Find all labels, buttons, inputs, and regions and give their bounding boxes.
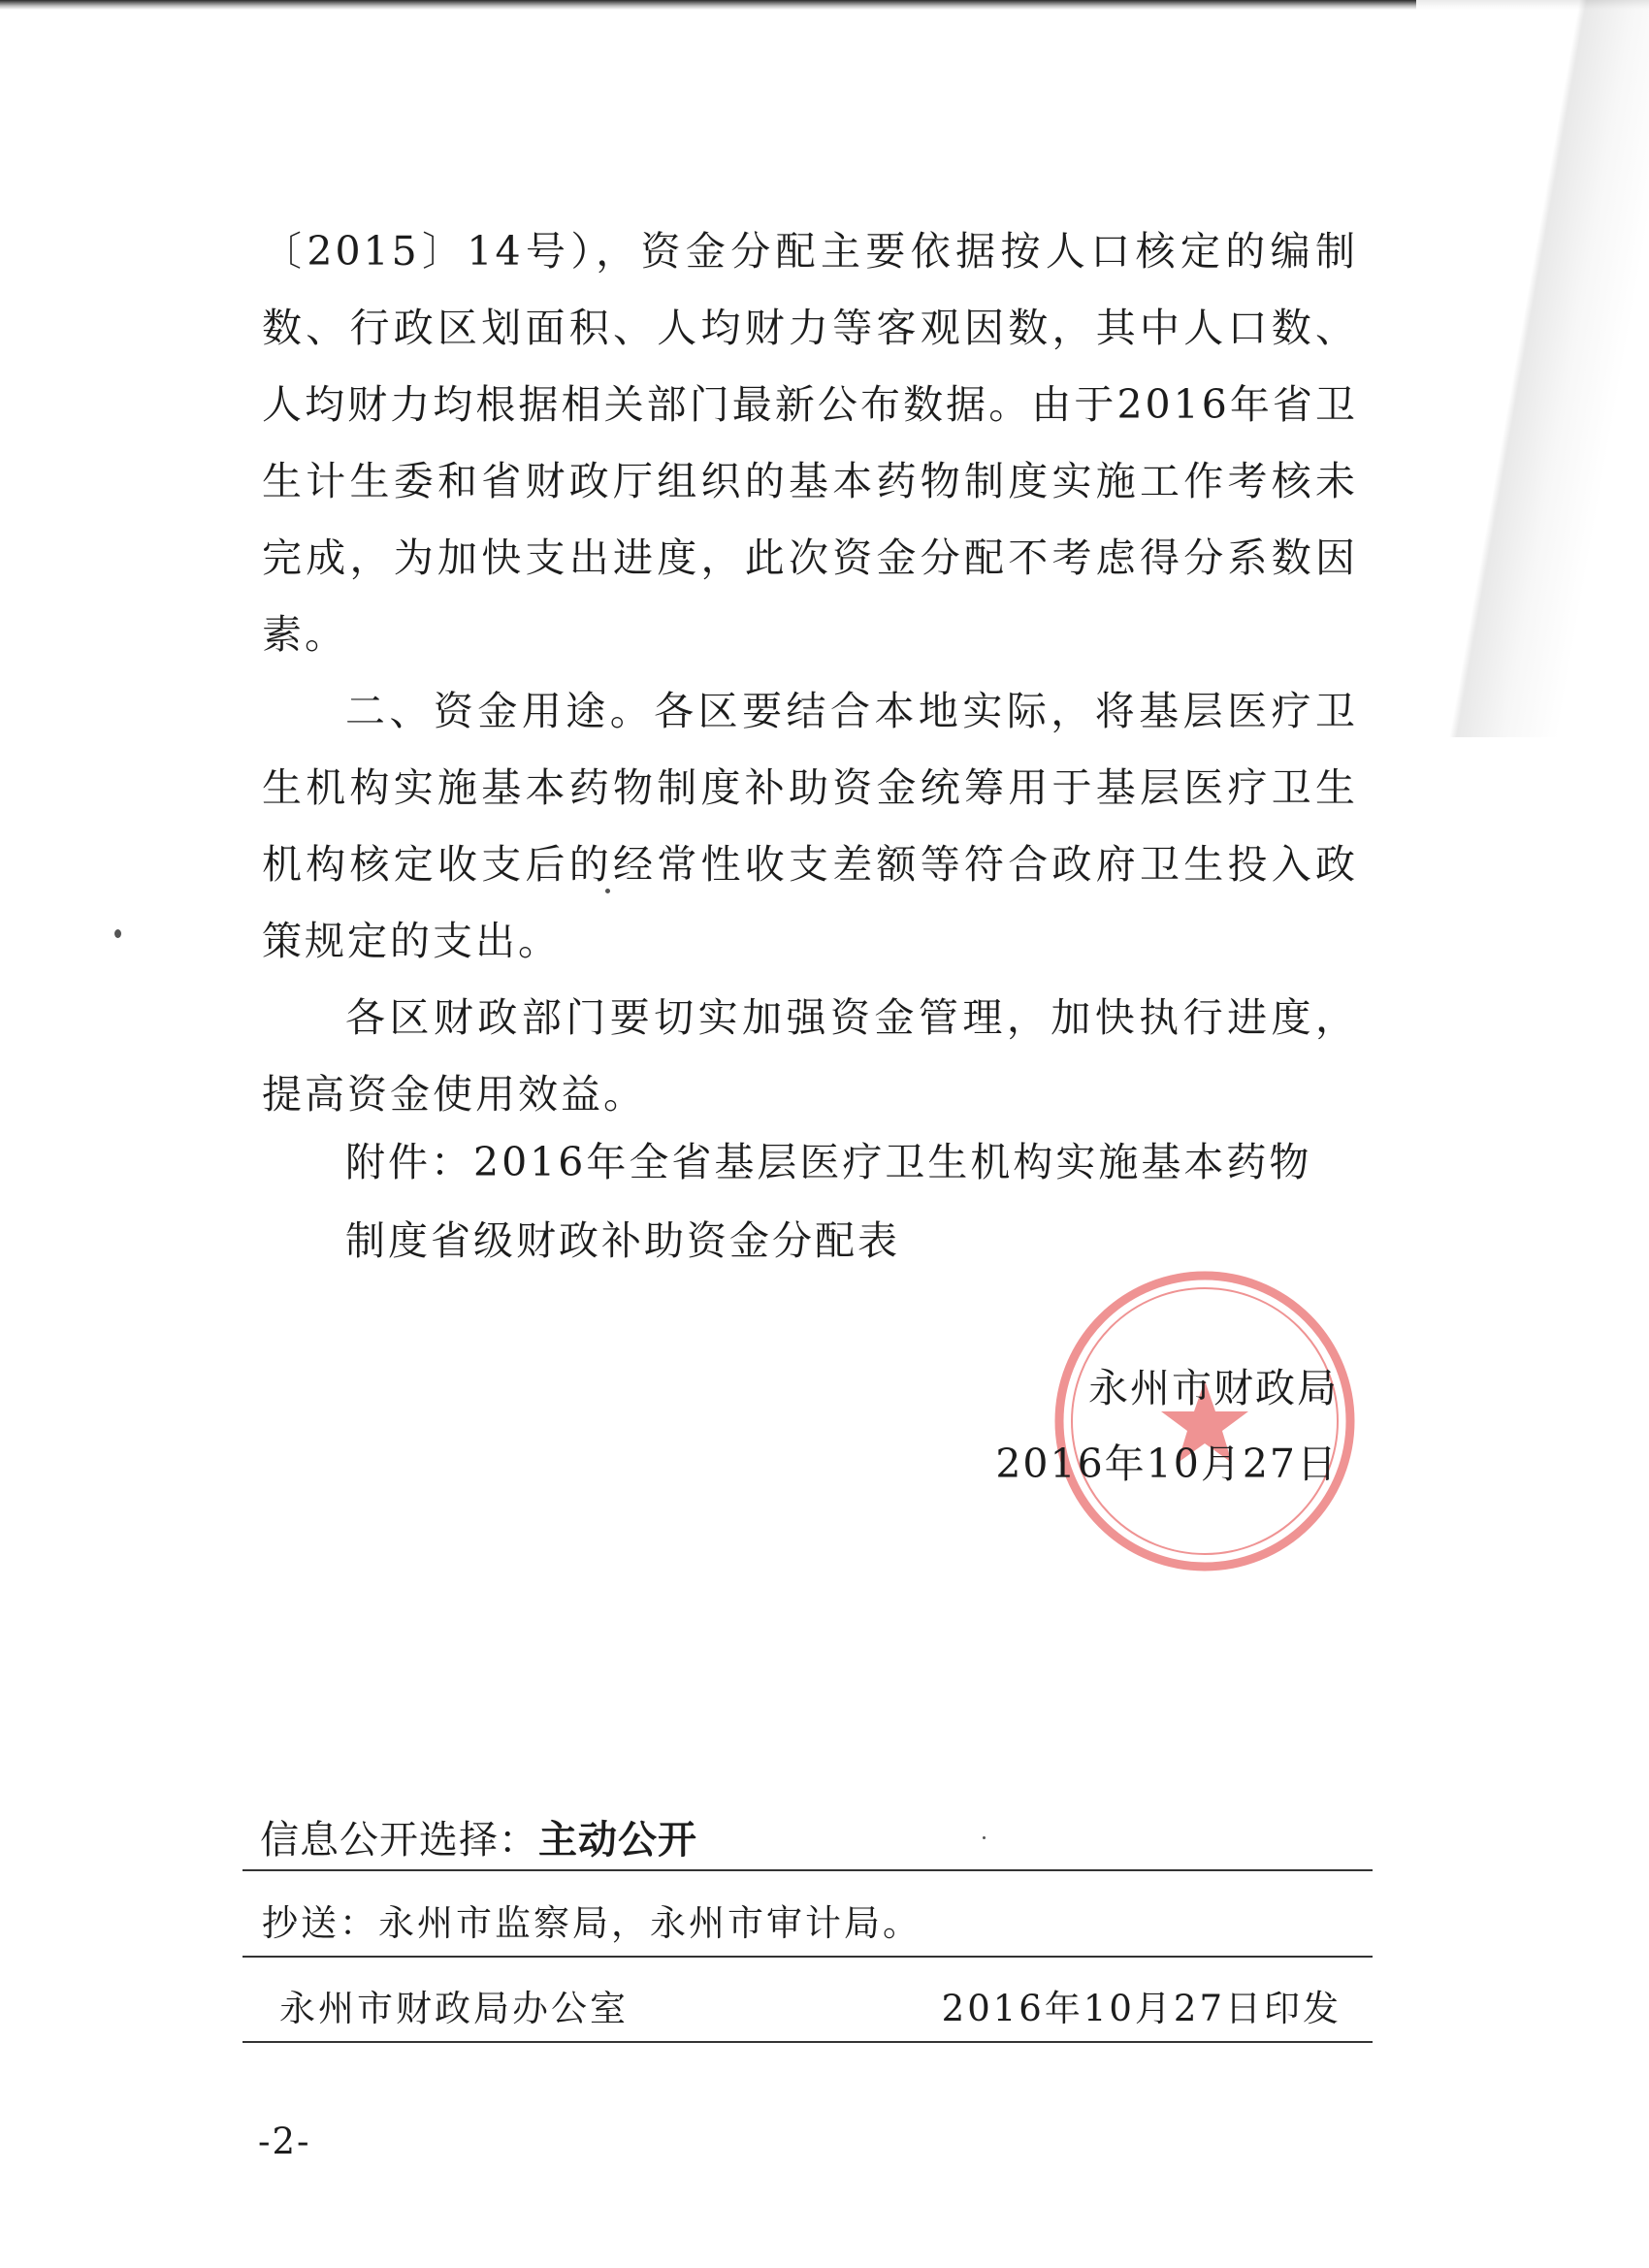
scan-speck (114, 929, 121, 938)
info-disclosure-value: 主动公开 (538, 1818, 697, 1863)
scan-edge-top (0, 0, 1649, 10)
issuer-name: 永州市财政局 (1088, 1365, 1339, 1411)
print-info-row (279, 1979, 1342, 2031)
body-paragraph-3: 各区财政部门要切实加强资金管理，加快执行进度，提高资金使用效益。 (262, 994, 1358, 1118)
issuing-office: 永州市财政局办公室 (279, 1988, 629, 2029)
info-disclosure-label: 信息公开选择： (260, 1818, 538, 1863)
signature-block (951, 1350, 1339, 1502)
body-paragraph-2: 二、资金用途。各区要结合本地实际，将基层医疗卫生机构实施基本药物制度补助资金统筹用于基层医疗卫生机构核定收支后的经常性收支差额等符合政府卫生投入政策规定的支出。 (262, 688, 1358, 964)
page-number: -2- (258, 2121, 311, 2162)
scan-speck (605, 889, 610, 893)
attachment-note (345, 1123, 1335, 1280)
attachment-title: 2016年全省基层医疗卫生机构实施基本药物制度省级财政补助资金分配表 (345, 1139, 1312, 1264)
scan-speck (983, 1836, 986, 1839)
document-body (262, 213, 1358, 1133)
issue-date: 2016年10月27日 (995, 1441, 1339, 1487)
attachment-label: 附件： (345, 1139, 473, 1185)
footer-rule-top (242, 1869, 1373, 1871)
cc-line: 抄送：永州市监察局，永州市审计局。 (262, 1902, 922, 1944)
scan-page-edge-shadow (1416, 0, 1649, 737)
footer-rule-middle (242, 1956, 1373, 1958)
info-disclosure (260, 1809, 697, 1864)
body-paragraph-1: 〔2015〕14号），资金分配主要依据按人口核定的编制数、行政区划面积、人均财力等客观因数，其中人口数、人均财力均根据相关部门最新公布数据。由于2016年省卫生计生委和省财政厅组织的基本药物制度实施工作考核未完成，为加快支出进度，此次资金分配不考虑得分系数因素。 (262, 228, 1358, 658)
print-date: 2016年10月27日印发 (941, 1988, 1342, 2029)
footer-rule-bottom (242, 2041, 1373, 2043)
